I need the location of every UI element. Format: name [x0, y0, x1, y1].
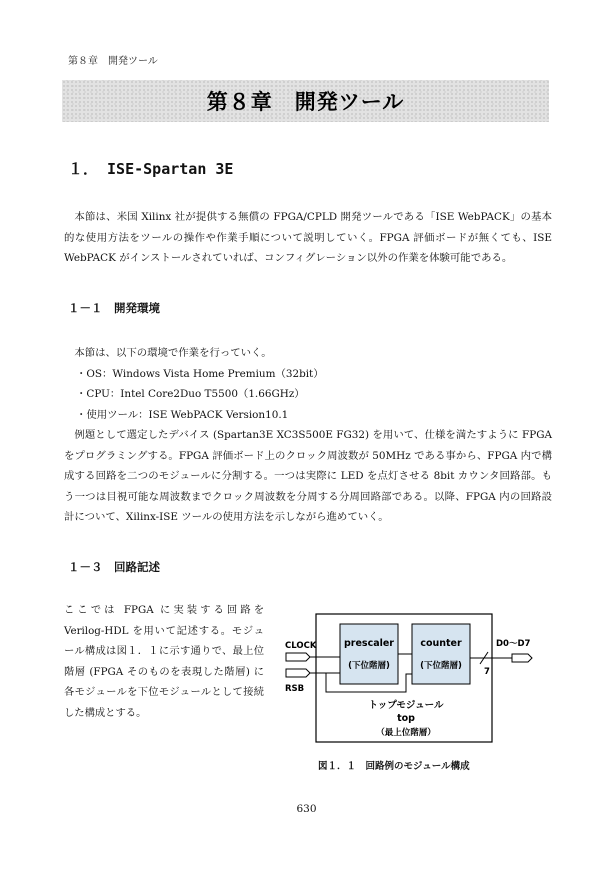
rsb-port [286, 669, 310, 677]
counter-name: counter [420, 638, 462, 649]
intro-text: 本節は、米国 Xilinx 社が提供する無償の FPGA/CPLD 開発ツールである「ISE WebPACK」の基本的な使用方法をツールの操作や作業手順について説明していく。FPGA 評価ボードが無くても、ISE WebPACK がインストールされていれば、コンフィグレーション以外の作業を体験可能である。 [64, 211, 552, 264]
chapter-title: 第８章 開発ツール [206, 90, 405, 114]
top-title: トップモジュール [368, 700, 444, 711]
environment-paragraph: 例題として選定したデバイス (Spartan3E XC3S500E FG32) を用いて、仕様を満たすように FPGA をプログラミングする。FPGA 評価ボード上のクロック周波数が 50MHz である事から、FPGA 内で構成する回路を二つのモジュールに分割する。一つは実際に LED を点灯させる 8bit カウンタ回路部。もう一つは目視可能な周波数までクロック周波数を分周する分周回路部である。以降、FPGA 内の回路設計について、Xilinx-ISE ツールの使用方法を示しながら進めていく。 [64, 429, 552, 523]
circuit-description [64, 600, 264, 723]
environment-block [64, 343, 552, 528]
section-title: １． ISE-Spartan 3E [68, 160, 234, 178]
bus-width: 7 [484, 667, 490, 677]
output-port [512, 654, 532, 662]
circuit-paragraph: ここでは FPGA に実装する回路を Verilog-HDL を用いて記述する。モジュール構成は図１．１に示す通りで、最上位階層 (FPGA そのものを表現した階層) に各モジュールを下位モジュールとして接続した構成とする。 [64, 604, 264, 719]
prescaler-name: prescaler [343, 638, 395, 649]
chapter-title-band [62, 80, 549, 122]
page-number: 630 [296, 803, 317, 815]
subsection-heading-environment: １－１ 開発環境 [68, 301, 160, 315]
module-diagram [282, 612, 562, 754]
bullet-tool: ・使用ツール：ISE WebPACK Version10.1 [76, 408, 289, 421]
intro-paragraph [64, 207, 552, 269]
subsection-heading-circuit: １－３ 回路記述 [68, 560, 160, 574]
bullet-os: ・OS：Windows Vista Home Premium（32bit） [76, 367, 324, 380]
environment-lead: 本節は、以下の環境で作業を行っていく。 [74, 347, 272, 359]
output-label: D0～D7 [496, 639, 531, 649]
top-level: （最上位階層） [376, 728, 436, 738]
clock-port [286, 653, 310, 661]
prescaler-box [340, 624, 398, 684]
bullet-cpu: ・CPU：Intel Core2Duo T5500（1.66GHz） [76, 388, 305, 400]
rsb-label: RSB [285, 684, 305, 694]
counter-level: (下位階層) [420, 661, 462, 671]
prescaler-level: (下位階層) [348, 661, 390, 671]
top-name: top [397, 713, 415, 724]
clock-label: CLOCK [285, 641, 317, 651]
running-header: 第８章 開発ツール [68, 56, 158, 67]
counter-box [412, 624, 470, 684]
figure-caption: 図１．１ 回路例のモジュール構成 [318, 761, 470, 772]
